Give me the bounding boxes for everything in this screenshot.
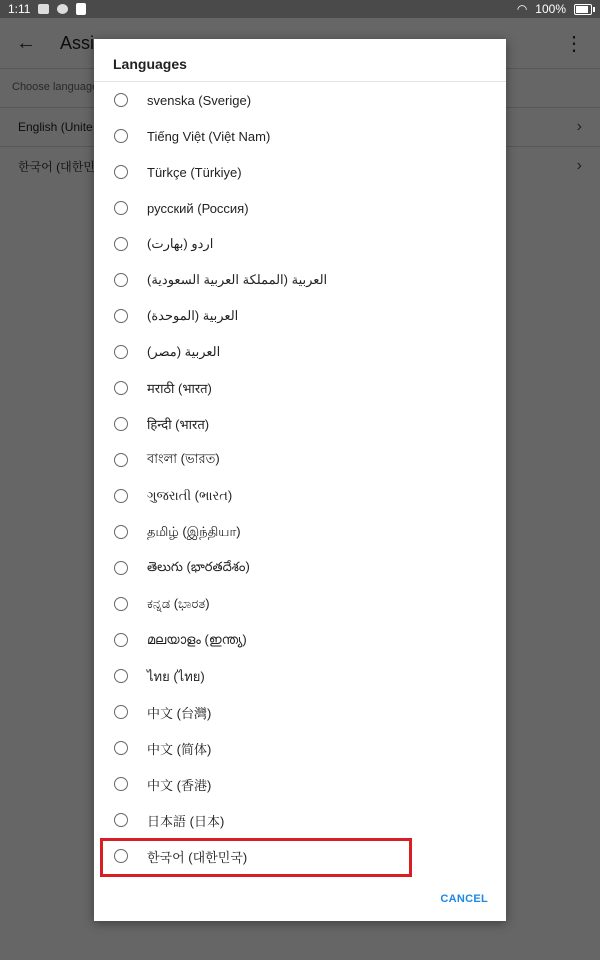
radio-button-icon[interactable] bbox=[114, 633, 128, 647]
radio-button-icon[interactable] bbox=[114, 525, 128, 539]
language-option[interactable] bbox=[94, 370, 506, 406]
basketball-icon bbox=[57, 4, 68, 14]
languages-dialog bbox=[94, 39, 506, 921]
cancel-button[interactable]: CANCEL bbox=[440, 893, 488, 905]
radio-button-icon[interactable] bbox=[114, 453, 128, 467]
radio-button-icon[interactable] bbox=[114, 309, 128, 323]
dialog-title: Languages bbox=[113, 56, 187, 72]
language-option-label: 中文 (台灣) bbox=[147, 705, 212, 721]
language-option-label: తెలుగు (భారతదేశం) bbox=[147, 558, 250, 574]
language-option-label: Türkçe (Türkiye) bbox=[147, 164, 242, 180]
language-option[interactable] bbox=[94, 262, 506, 298]
language-option[interactable] bbox=[94, 802, 506, 838]
language-option[interactable] bbox=[94, 190, 506, 226]
language-option[interactable] bbox=[94, 550, 506, 586]
language-option[interactable] bbox=[94, 694, 506, 730]
language-option-label: 中文 (简体) bbox=[147, 741, 212, 757]
image-icon bbox=[38, 4, 49, 14]
language-option-label: العربية (المملكة العربية السعودية) bbox=[147, 272, 328, 287]
radio-button-icon[interactable] bbox=[114, 201, 128, 215]
radio-button-icon[interactable] bbox=[114, 381, 128, 395]
radio-button-icon[interactable] bbox=[114, 345, 128, 359]
language-option[interactable] bbox=[94, 514, 506, 550]
language-option-label: বাংলা (ভারত) bbox=[147, 450, 220, 466]
radio-button-icon[interactable] bbox=[114, 129, 128, 143]
language-option-label: اردو (بھارت) bbox=[147, 236, 214, 251]
language-option[interactable] bbox=[94, 82, 506, 118]
language-option[interactable] bbox=[94, 478, 506, 514]
radio-button-icon[interactable] bbox=[114, 669, 128, 683]
language-option-label: العربية (مصر) bbox=[147, 344, 221, 359]
status-time: 1:11 bbox=[8, 2, 31, 16]
battery-percent: 100% bbox=[535, 2, 566, 16]
language-option-label: தமிழ் (இந்தியா) bbox=[147, 523, 241, 539]
language-option-label: العربية (الموحدة) bbox=[147, 308, 239, 323]
language-option[interactable] bbox=[94, 586, 506, 622]
language-option[interactable] bbox=[94, 658, 506, 694]
radio-button-icon[interactable] bbox=[114, 813, 128, 827]
language-option-label: ગુજરાતી (ભારત) bbox=[147, 488, 233, 503]
status-bar bbox=[0, 0, 600, 18]
language-option-label: 中文 (香港) bbox=[147, 777, 212, 793]
language-option[interactable] bbox=[94, 298, 506, 334]
language-option-label: 한국어 (대한민국) bbox=[147, 849, 248, 865]
language-option[interactable] bbox=[94, 226, 506, 262]
language-option-label: 日本語 (日本) bbox=[147, 813, 225, 829]
radio-button-icon[interactable] bbox=[114, 561, 128, 575]
language-option[interactable] bbox=[94, 118, 506, 154]
radio-button-icon[interactable] bbox=[114, 273, 128, 287]
radio-button-icon[interactable] bbox=[114, 489, 128, 503]
highlight-box bbox=[100, 838, 412, 877]
language-option[interactable] bbox=[94, 154, 506, 190]
language-option-label: Tiếng Việt (Việt Nam) bbox=[147, 128, 271, 144]
language-option-label: मराठी (भारत) bbox=[147, 381, 212, 396]
radio-button-icon[interactable] bbox=[114, 741, 128, 755]
wifi-icon: ◠ bbox=[516, 2, 528, 16]
square-icon bbox=[76, 3, 86, 15]
language-option[interactable] bbox=[94, 766, 506, 802]
language-option-label: हिन्दी (भारत) bbox=[147, 417, 210, 432]
language-option[interactable] bbox=[94, 730, 506, 766]
language-options-list bbox=[94, 82, 506, 874]
language-option[interactable] bbox=[94, 622, 506, 658]
radio-button-icon[interactable] bbox=[114, 237, 128, 251]
radio-button-icon[interactable] bbox=[114, 597, 128, 611]
language-option-label: русский (Россия) bbox=[147, 200, 249, 216]
battery-icon bbox=[574, 4, 592, 15]
language-option-label: മലയാളം (ഇന്ത്യ) bbox=[147, 632, 247, 647]
radio-button-icon[interactable] bbox=[114, 417, 128, 431]
radio-button-icon[interactable] bbox=[114, 705, 128, 719]
language-option[interactable] bbox=[94, 334, 506, 370]
language-option-label: ಕನ್ನಡ (ಭಾರತ) bbox=[147, 596, 210, 611]
language-option-label: ไทย (ไทย) bbox=[147, 668, 205, 684]
radio-button-icon[interactable] bbox=[114, 777, 128, 791]
battery-level bbox=[576, 6, 588, 13]
language-option[interactable] bbox=[94, 442, 506, 478]
radio-button-icon[interactable] bbox=[114, 93, 128, 107]
language-option-label: svenska (Sverige) bbox=[147, 92, 252, 108]
radio-button-icon[interactable] bbox=[114, 165, 128, 179]
language-option[interactable] bbox=[94, 406, 506, 442]
